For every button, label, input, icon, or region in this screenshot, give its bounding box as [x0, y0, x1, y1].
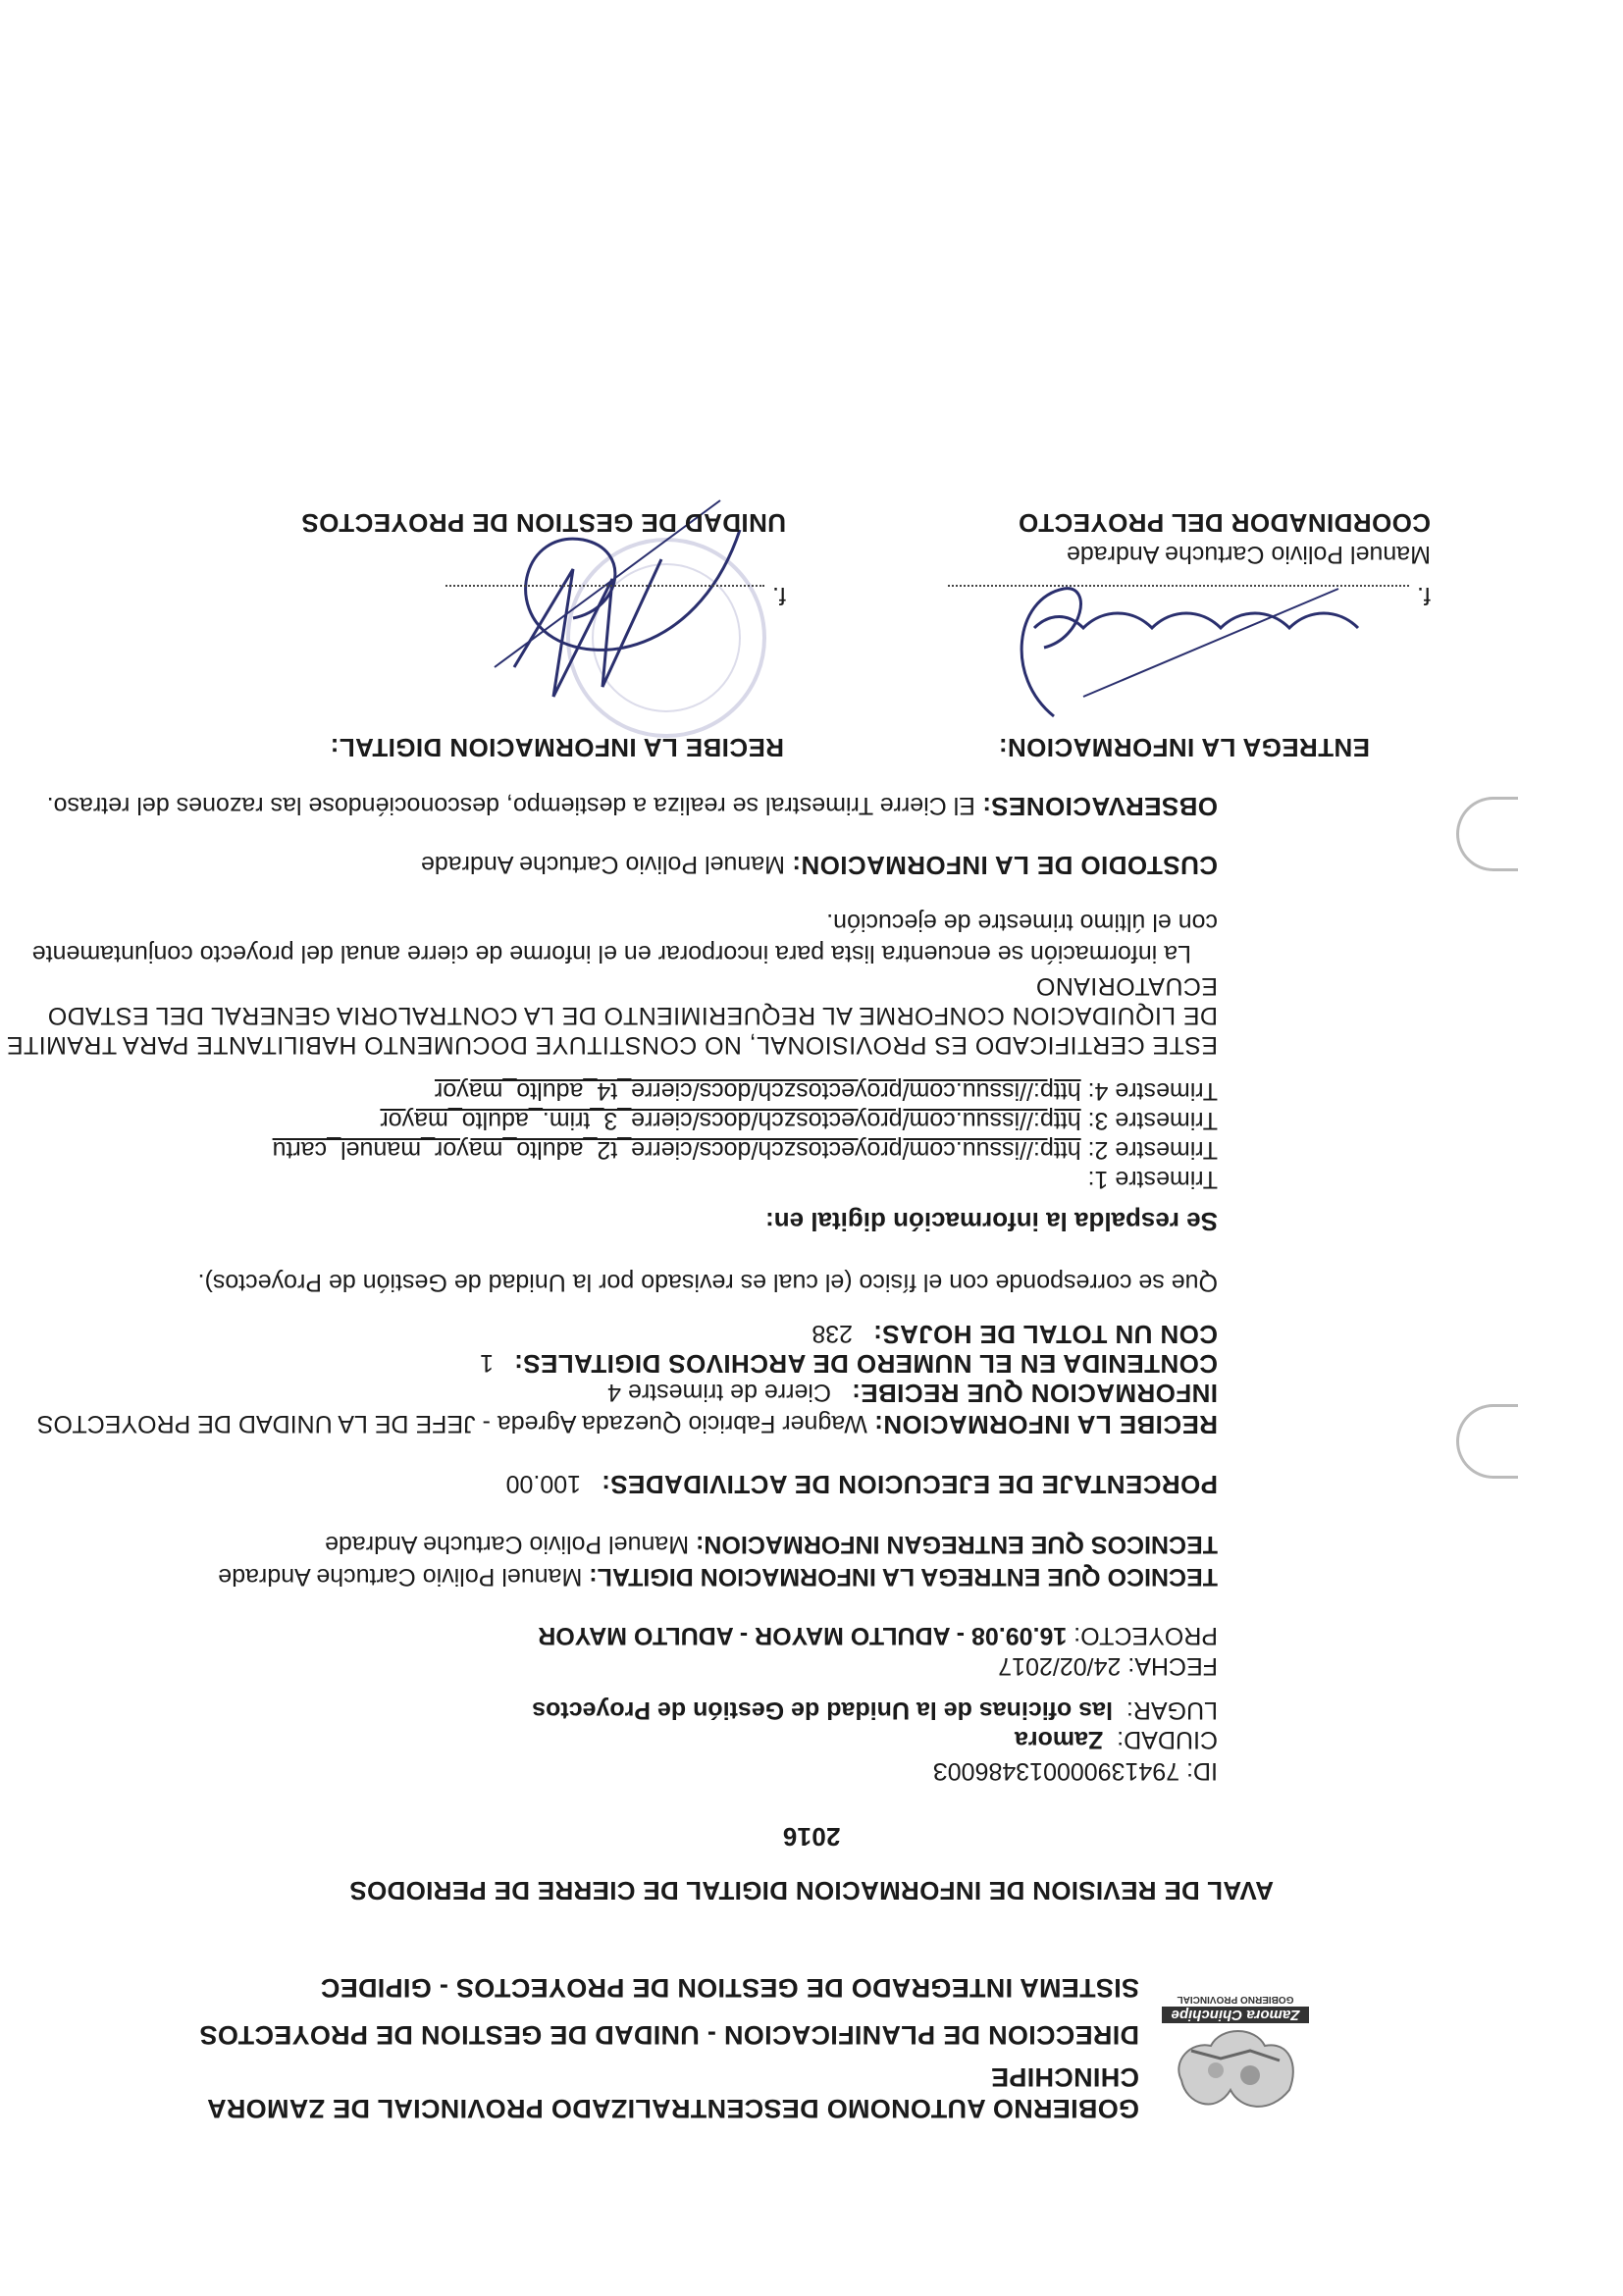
trimestre-row-4 — [435, 1075, 1218, 1106]
signature-entrega-role: COORDINADOR DEL PROYECTO — [1018, 508, 1431, 538]
header-line-1: GOBIERNO AUTONOMO DESCENTRALIZADO PROVINCIAL DE ZAMORA — [206, 2094, 1139, 2123]
signature-recibe-f: f. — [772, 582, 786, 609]
certificado-line-1: ESTE CERTIFICADO ES PROVISIONAL, NO CONSTITUYE DOCUMENTO HABILITANTE PARA TRAMITE — [6, 1031, 1218, 1059]
observaciones-value: El Cierre Trimestral se realiza a destiempo, desconociéndose las razones del retraso. — [46, 792, 975, 819]
field-ciudad — [1015, 1724, 1218, 1754]
contenida-label: CONTENIDA EN EL NUMERO DE ARCHIVOS DIGITALES: — [513, 1349, 1218, 1379]
custodio — [421, 849, 1218, 880]
ciudad-value: Zamora — [1014, 1726, 1104, 1753]
logo — [1162, 1994, 1309, 2119]
trimestre-row-1 — [1088, 1164, 1218, 1194]
fecha-label: FECHA: — [1127, 1652, 1218, 1680]
document-title: AVAL DE REVISION DE INFORMACION DIGITAL DE CIERRE DE PERIODOS — [349, 1876, 1274, 1905]
id-value: 79413900001348600З — [932, 1757, 1180, 1785]
punch-hole-2 — [1456, 797, 1518, 871]
trimestre-3-label: Trimestre 3: — [1087, 1107, 1218, 1134]
field-proyecto — [538, 1620, 1218, 1650]
id-label: ID: — [1186, 1757, 1218, 1785]
custodio-value: Manuel Polivio Cartuche Andrade — [420, 851, 786, 878]
certificado-line-3: ECUATORIANO — [1035, 972, 1218, 1000]
informacion-recibe — [607, 1377, 1218, 1408]
document-year: 2016 — [782, 1822, 841, 1852]
fecha-value: 24/02/2017 — [998, 1652, 1122, 1680]
tecnicos-value: Manuel Polivio Cartuche Andrade — [325, 1531, 690, 1558]
corresponde-text: Que se corresponde con el físico (el cual es revisado por la Unidad de Gestión de Proyectos). — [197, 1269, 1218, 1296]
proyecto-value: 16.09.08 - ADULTO MAYOR - ADULTO MAYOR — [538, 1622, 1068, 1649]
observaciones-label: OBSERVACIONES: — [981, 792, 1218, 821]
nota-line-1: La información se encuentra lista para incorporar en el informe de cierre anual del proyecto conjuntamente — [31, 940, 1191, 967]
hojas-label: CON UN TOTAL DE HOJAS: — [872, 1320, 1218, 1349]
signature-entrega-scribble-icon — [1005, 569, 1378, 736]
custodio-label: CUSTODIO DE LA INFORMACION: — [791, 851, 1218, 880]
total-hojas — [812, 1318, 1218, 1349]
proyecto-label: PROYECTO: — [1073, 1622, 1218, 1649]
tecnico-entrega — [218, 1561, 1218, 1592]
lugar-label: LUGAR: — [1126, 1696, 1218, 1724]
trimestre-2-label: Trimestre 2: — [1087, 1136, 1218, 1164]
recibe-label: RECIBE LA INFORMACION: — [873, 1410, 1218, 1439]
trimestre-2-link[interactable]: http://issuu.com/proyectoszch/docs/cierre_t2_adulto_mayor_manuel_cartu — [272, 1136, 1081, 1164]
recibe-informacion — [37, 1408, 1218, 1439]
contenida-archivos — [480, 1347, 1218, 1379]
contenida-value: 1 — [480, 1349, 494, 1377]
header-line-4: SISTEMA INTEGRADO DE GESTION DE PROYECTOS - GIPIDEC — [320, 1973, 1139, 2003]
observaciones — [47, 790, 1218, 821]
lugar-value: las oficinas de la Unidad de Gestión de Proyectos — [532, 1696, 1113, 1724]
recibe-value: Wagner Fabricio Quezada Agreda - JEFE DE LA UNIDAD DE PROYECTOS — [36, 1410, 867, 1437]
field-id — [933, 1755, 1218, 1786]
signature-recibe-heading: RECIBE LA INFORMACION DIGITAL: — [330, 733, 784, 762]
trimestre-row-3 — [380, 1105, 1218, 1135]
trimestre-4-link[interactable]: http://issuu.com/proyectoszch/docs/cierre_t4_adulto_mayor — [434, 1077, 1081, 1105]
porcentaje-value: 100.00 — [505, 1470, 582, 1497]
header-line-3: DIRECCION DE PLANIFICACION - UNIDAD DE GESTION DE PROYECTOS — [199, 2020, 1139, 2050]
tecnicos-entregan — [325, 1529, 1218, 1559]
tecnico-label: TECNICO QUE ENTREGA LA INFORMACION DIGITAL: — [589, 1563, 1218, 1591]
header-line-2: CHINCHIPE — [990, 2062, 1139, 2092]
nota-line-2: con el último trimestre de ejecución. — [826, 909, 1218, 936]
certificado-line-2: DE LIQUIDACION CONFORME AL REQUERIMIENTO DE LA CONTRALORIA GENERAL DEL ESTADO — [47, 1002, 1218, 1029]
logo-subtext: GOBIERNO PROVINCIAL — [1177, 1994, 1294, 2005]
hojas-value: 238 — [812, 1320, 853, 1347]
info-recibe-label: INFORMACION QUE RECIBE: — [851, 1379, 1218, 1408]
porcentaje-label: PORCENTAJE DE EJECUCION DE ACTIVIDADES: — [601, 1470, 1218, 1499]
signature-entrega-heading: ENTREGA LA INFORMACION: — [998, 733, 1370, 762]
tecnico-value: Manuel Polivio Cartuche Andrade — [218, 1563, 583, 1591]
trimestre-row-2 — [273, 1134, 1218, 1165]
signature-entrega-name: Manuel Polivio Cartuche Andrade — [1066, 541, 1431, 568]
respaldo-heading: Se respalda la información digital en: — [765, 1207, 1218, 1236]
field-fecha — [998, 1650, 1218, 1681]
porcentaje — [506, 1468, 1218, 1499]
field-lugar — [532, 1695, 1218, 1725]
signature-entrega-f: f. — [1417, 582, 1431, 609]
signature-recibe-role: UNIDAD DE GESTION DE PROYECTOS — [300, 508, 786, 538]
signature-recibe-line — [445, 585, 764, 587]
punch-hole-1 — [1456, 1404, 1518, 1479]
signature-entrega-line — [948, 585, 1409, 587]
trimestre-3-link[interactable]: http://issuu.com/proyectoszch/docs/cierre_3_trim._adulto_mayor — [380, 1107, 1081, 1134]
trimestre-4-label: Trimestre 4: — [1087, 1077, 1218, 1105]
logo-text: Zamora Chinchipe — [1162, 2007, 1309, 2023]
ciudad-label: CIUDAD: — [1117, 1726, 1218, 1753]
trimestre-1-label: Trimestre 1: — [1087, 1166, 1218, 1193]
info-recibe-value: Cierre de trimestre 4 — [607, 1379, 831, 1406]
tecnicos-label: TECNICOS QUE ENTREGAN INFORMACION: — [696, 1531, 1218, 1558]
